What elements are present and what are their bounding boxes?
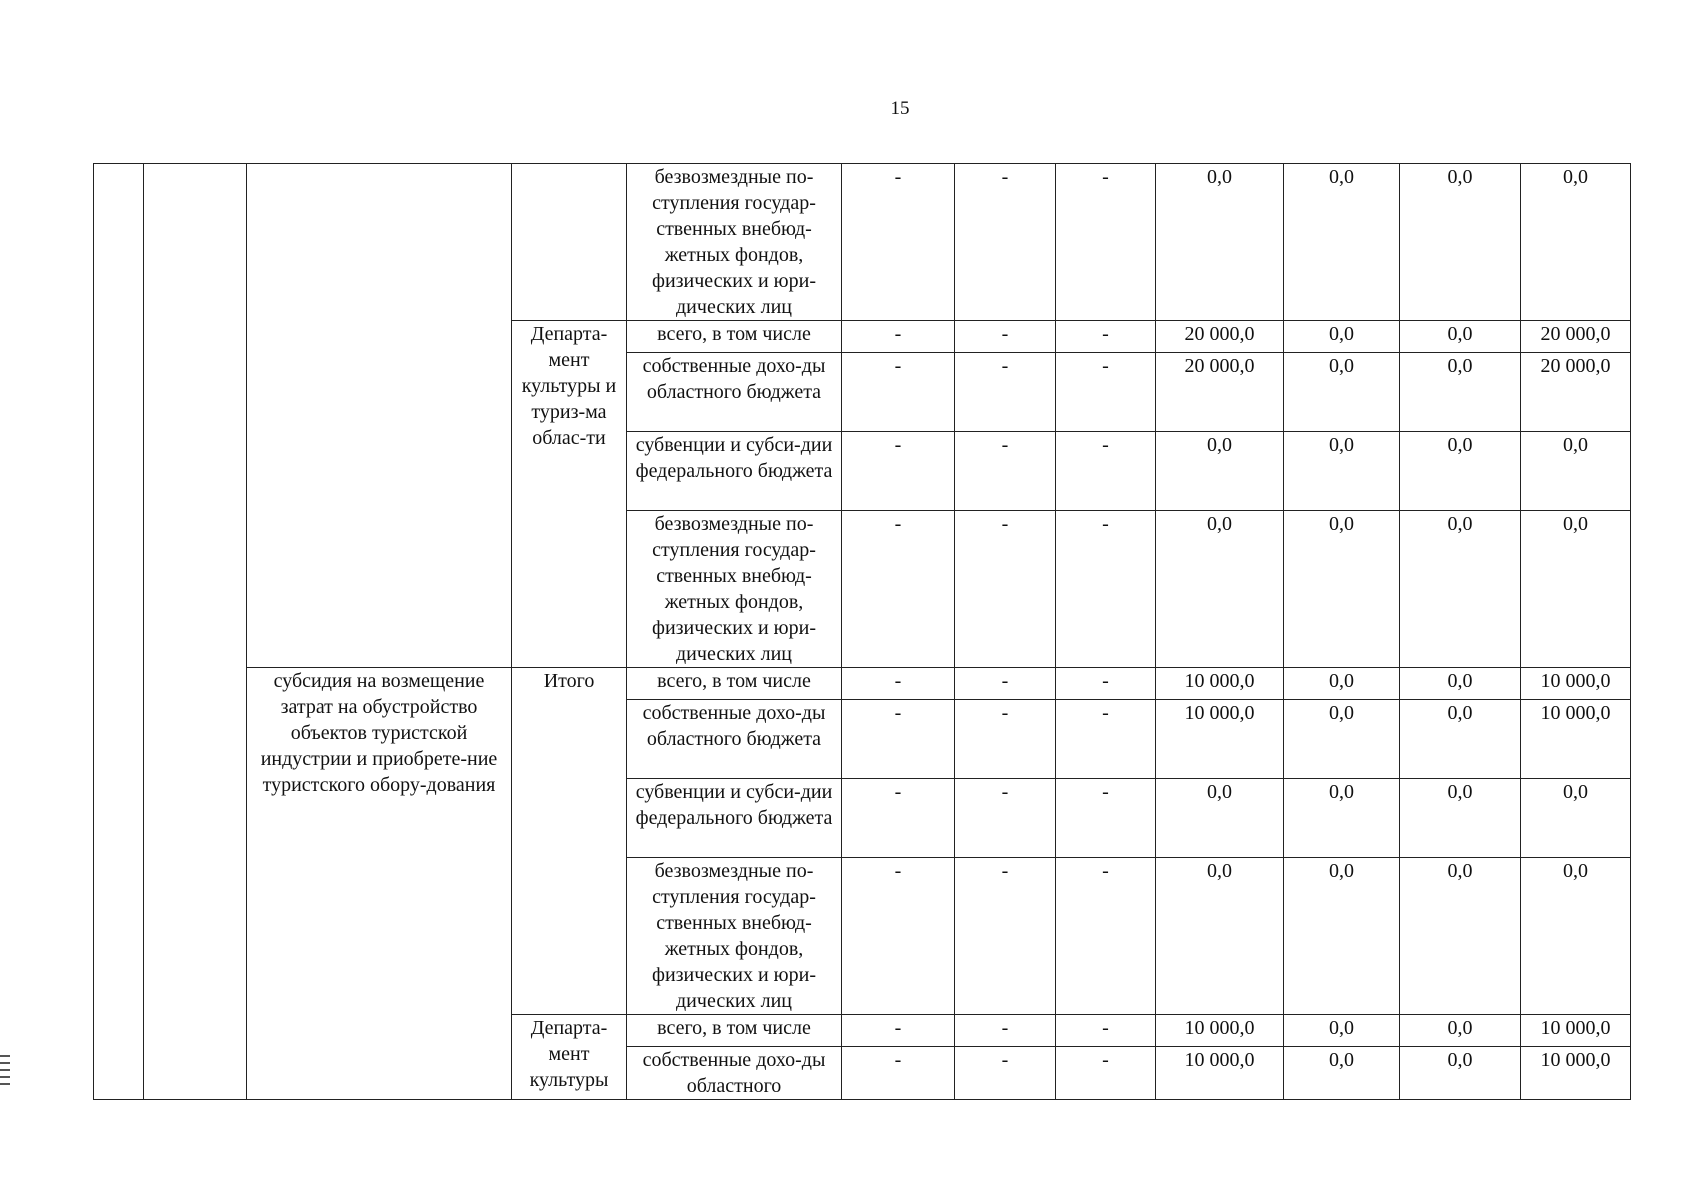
executor-itogo: Итого (512, 668, 627, 1015)
executor-department-culture-tourism: Департа-мент культуры и туриз-ма облас-ти (512, 321, 627, 668)
source-label: всего, в том числе (627, 1015, 842, 1047)
value-cell: 0,0 (1284, 432, 1400, 511)
table-row (94, 164, 1631, 321)
source-label: безвозмездные по-ступления государ-ственных внебюд-жетных фондов, физических и юри-дических лиц (627, 164, 842, 321)
source-label: субвенции и субси-дии федерального бюджета (627, 432, 842, 511)
value-cell: 20 000,0 (1521, 321, 1631, 353)
dash-cell: - (1056, 164, 1156, 321)
dash-cell: - (955, 511, 1056, 668)
source-label: всего, в том числе (627, 668, 842, 700)
dash-cell: - (955, 700, 1056, 779)
dash-cell: - (842, 858, 955, 1015)
value-cell: 0,0 (1521, 779, 1631, 858)
dash-cell: - (1056, 779, 1156, 858)
value-cell: 0,0 (1521, 511, 1631, 668)
dash-cell: - (1056, 511, 1156, 668)
value-cell: 0,0 (1284, 353, 1400, 432)
value-cell: 0,0 (1156, 164, 1284, 321)
dash-cell: - (955, 164, 1056, 321)
value-cell: 10 000,0 (1521, 1015, 1631, 1047)
dash-cell: - (955, 1015, 1056, 1047)
value-cell: 10 000,0 (1521, 1047, 1631, 1100)
dash-cell: - (842, 668, 955, 700)
col-number-cell (94, 164, 144, 1100)
value-cell: 0,0 (1400, 164, 1521, 321)
table-row (94, 668, 1631, 700)
value-cell: 0,0 (1156, 858, 1284, 1015)
dash-cell: - (955, 432, 1056, 511)
page-number: 15 (890, 98, 910, 119)
value-cell: 0,0 (1284, 321, 1400, 353)
dash-cell: - (1056, 321, 1156, 353)
dash-cell: - (842, 700, 955, 779)
dash-cell: - (1056, 353, 1156, 432)
dash-cell: - (1056, 668, 1156, 700)
value-cell: 0,0 (1400, 432, 1521, 511)
executor-department-culture: Департа-мент культуры (512, 1015, 627, 1100)
value-cell: 0,0 (1400, 1015, 1521, 1047)
binding-marks (0, 1055, 12, 1090)
value-cell: 20 000,0 (1521, 353, 1631, 432)
value-cell: 20 000,0 (1156, 353, 1284, 432)
source-label: собственные дохо-ды областного бюджета (627, 353, 842, 432)
value-cell: 10 000,0 (1521, 700, 1631, 779)
value-cell: 0,0 (1400, 1047, 1521, 1100)
value-cell: 0,0 (1284, 1047, 1400, 1100)
measure-cell-previous (247, 164, 512, 668)
source-label: безвозмездные по-ступления государ-ственных внебюд-жетных фондов, физических и юри-дических лиц (627, 511, 842, 668)
value-cell: 0,0 (1400, 779, 1521, 858)
dash-cell: - (955, 321, 1056, 353)
dash-cell: - (1056, 1047, 1156, 1100)
value-cell: 0,0 (1521, 858, 1631, 1015)
value-cell: 0,0 (1156, 779, 1284, 858)
source-label: безвозмездные по-ступления государ-ственных внебюд-жетных фондов, физических и юри-дических лиц (627, 858, 842, 1015)
dash-cell: - (842, 164, 955, 321)
value-cell: 10 000,0 (1521, 668, 1631, 700)
dash-cell: - (842, 1047, 955, 1100)
dash-cell: - (955, 668, 1056, 700)
dash-cell: - (1056, 1015, 1156, 1047)
value-cell: 0,0 (1400, 321, 1521, 353)
measure-subsidy-tourism: субсидия на возмещение затрат на обустройство объектов туристской индустрии и приобрете-ние туристского обору-дования (247, 668, 512, 1100)
value-cell: 0,0 (1156, 511, 1284, 668)
dash-cell: - (1056, 858, 1156, 1015)
value-cell: 0,0 (1400, 511, 1521, 668)
dash-cell: - (842, 321, 955, 353)
dash-cell: - (955, 779, 1056, 858)
source-label: всего, в том числе (627, 321, 842, 353)
value-cell: 0,0 (1400, 668, 1521, 700)
source-label: собственные дохо-ды областного бюджета (627, 700, 842, 779)
value-cell: 10 000,0 (1156, 1015, 1284, 1047)
value-cell: 0,0 (1521, 164, 1631, 321)
source-label: субвенции и субси-дии федерального бюджета (627, 779, 842, 858)
value-cell: 0,0 (1400, 858, 1521, 1015)
dash-cell: - (842, 511, 955, 668)
col-program-cell (144, 164, 247, 1100)
dash-cell: - (842, 432, 955, 511)
dash-cell: - (842, 779, 955, 858)
value-cell: 10 000,0 (1156, 668, 1284, 700)
value-cell: 20 000,0 (1156, 321, 1284, 353)
executor-cell-previous (512, 164, 627, 321)
dash-cell: - (955, 858, 1056, 1015)
budget-table (93, 163, 1631, 1100)
dash-cell: - (1056, 700, 1156, 779)
dash-cell: - (955, 1047, 1056, 1100)
value-cell: 0,0 (1284, 779, 1400, 858)
value-cell: 10 000,0 (1156, 700, 1284, 779)
value-cell: 0,0 (1284, 668, 1400, 700)
value-cell: 0,0 (1284, 511, 1400, 668)
value-cell: 0,0 (1400, 353, 1521, 432)
dash-cell: - (955, 353, 1056, 432)
value-cell: 0,0 (1284, 164, 1400, 321)
dash-cell: - (842, 1015, 955, 1047)
value-cell: 0,0 (1521, 432, 1631, 511)
value-cell: 0,0 (1156, 432, 1284, 511)
value-cell: 0,0 (1284, 1015, 1400, 1047)
value-cell: 10 000,0 (1156, 1047, 1284, 1100)
source-label: собственные дохо-ды областного (627, 1047, 842, 1100)
value-cell: 0,0 (1284, 858, 1400, 1015)
dash-cell: - (1056, 432, 1156, 511)
dash-cell: - (842, 353, 955, 432)
value-cell: 0,0 (1400, 700, 1521, 779)
value-cell: 0,0 (1284, 700, 1400, 779)
